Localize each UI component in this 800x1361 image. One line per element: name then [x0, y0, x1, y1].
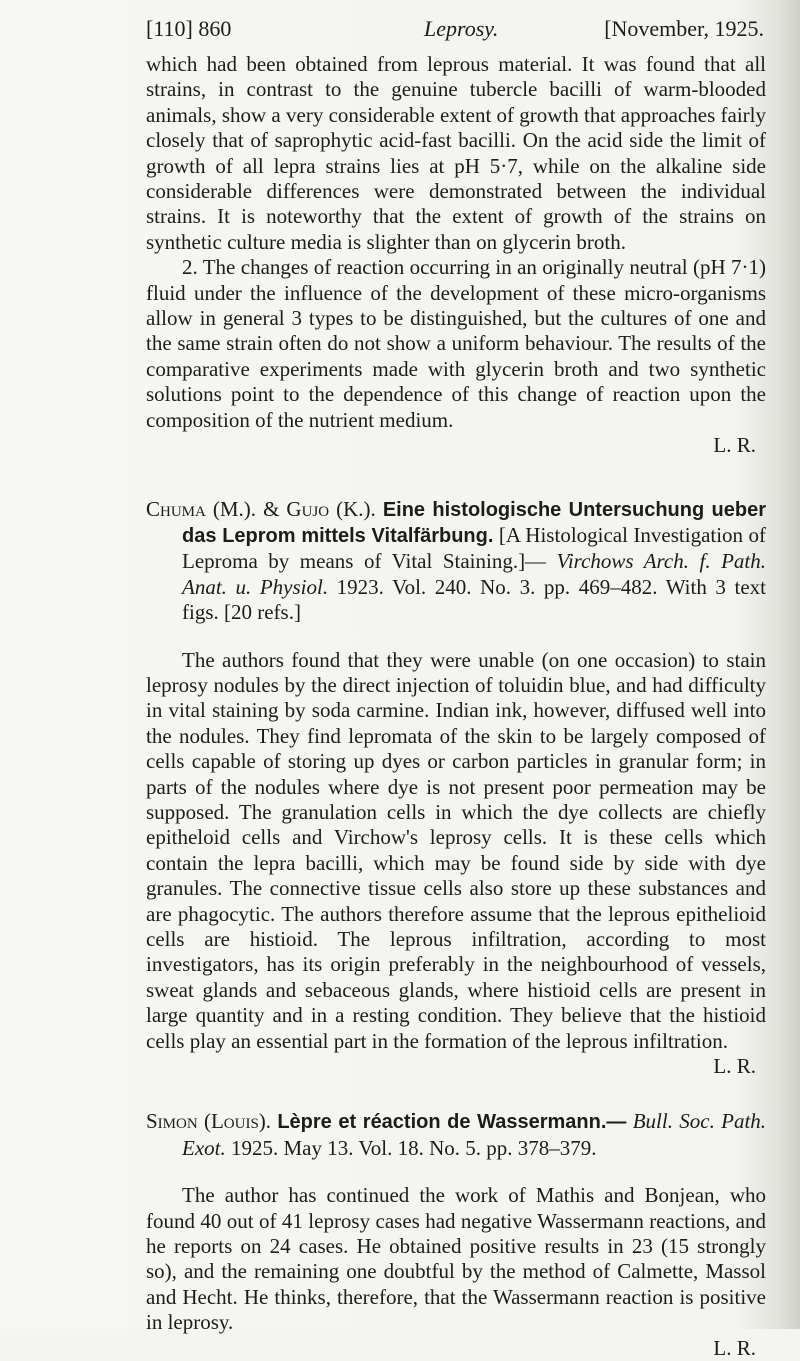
spacer: [146, 626, 766, 648]
paragraph: The authors found that they were unable (on one occasion) to stain leprosy nodules by the direct injection of toluidin blue, and had difficulty in vital staining by soda carmine. Indian ink, however, diffused well into the nodules. They find lepromata of the skin to be largely composed of cells capable of storing up dyes or carbon particles in granular form; in parts of the nodules where dye is not present poor permeation may be supposed. The granulation cells in which the dye collects are chiefly epitheloid cells and Virchow's leprosy cells. It is these cells which contain the lepra bacilli, which may be found side by side with dye granules. The connective tissue cells also store up these substances and are phagocytic. The authors therefore assume that the leprous epithelioid cells are histioid. The leprous infiltration, according to most investigators, has its origin preferably in the neighbourhood of vessels, sweat glands and sebaceous glands, where histioid cells are present in large quantity and in a resting condition. They believe that the histioid cells play an essential part in the formation of the leprous infiltration.: [146, 647, 766, 1053]
citation-authors: Chuma (M.). & Gujo (K.).: [146, 496, 376, 521]
journal-section-title: Leprosy.: [424, 16, 499, 41]
citation-journal: Virchows Arch. f. Path. Anat. u. Physiol.: [182, 549, 766, 599]
citation-details: 1925. May 13. Vol. 18. No. 5. pp. 378–379.: [230, 1135, 597, 1160]
abstract-entry: [146, 497, 766, 1080]
spacer: [146, 1161, 766, 1183]
citation-authors: Simon (Louis).: [146, 1109, 272, 1134]
spacer: [146, 459, 766, 497]
citation: [146, 497, 766, 626]
paragraph: which had been obtained from leprous material. It was found that all strains, in contrast to the genuine tubercle bacilli of warm-blooded animals, show a very considerable extent of growth that approaches fairly closely that of saprophytic acid-fast bacilli. On the acid side the limit of growth of all lepra strains lies at pH 5·7, while on the alkaline side considerable differences were demonstrated between the individual strains. It is noteworthy that the extent of growth of the strains on synthetic culture media is slighter than on glycerin broth.: [146, 52, 766, 254]
page-content: [146, 52, 766, 1361]
paragraph: 2. The changes of reaction occurring in an originally neutral (pH 7·1) fluid under the influence of the development of these micro-organisms allow in general 3 types to be distinguished, but the cultures of one and the same strain often do not show a uniform behaviour. The results of the comparative experiments made with glycerin broth and two synthetic solutions point to the dependence of this change of reaction upon the composition of the nutrient medium.: [146, 255, 766, 432]
running-header: [146, 16, 764, 52]
spacer: [146, 1079, 766, 1109]
reviewer-initials: L. R.: [713, 433, 756, 458]
reviewer-initials: L. R.: [713, 1054, 756, 1079]
page-reference: [110] 860: [146, 16, 232, 41]
citation-journal: Bull. Soc. Path. Exot.: [182, 1109, 767, 1160]
reviewer-initials: L. R.: [713, 1335, 756, 1360]
citation-title: Eine histologische Untersuchung ueber das Leprom mittels Vitalfärbung.: [182, 498, 766, 547]
issue-date: [November, 1925.: [604, 16, 764, 41]
citation-details: 1923. Vol. 240. No. 3. pp. 469–482. With 3 text figs. [20 refs.]: [182, 574, 767, 625]
citation: [146, 1109, 766, 1161]
paragraph: The author has continued the work of Mathis and Bonjean, who found 40 out of 41 leprosy cases had negative Wassermann reactions, and he reports on 24 cases. He obtained positive results in 23 (15 strongly so), and the remaining one doubtful by the method of Calmette, Massol and Hecht. He thinks, therefore, that the Wassermann reaction is positive in leprosy.: [146, 1183, 766, 1335]
citation-translation: [A Histological Investigation of Leproma by means of Vital Staining.]—: [182, 522, 766, 574]
abstract-entry: [146, 1109, 766, 1361]
article-continued: [146, 52, 766, 459]
citation-title: Lèpre et réaction de Wassermann.—: [277, 1111, 627, 1134]
